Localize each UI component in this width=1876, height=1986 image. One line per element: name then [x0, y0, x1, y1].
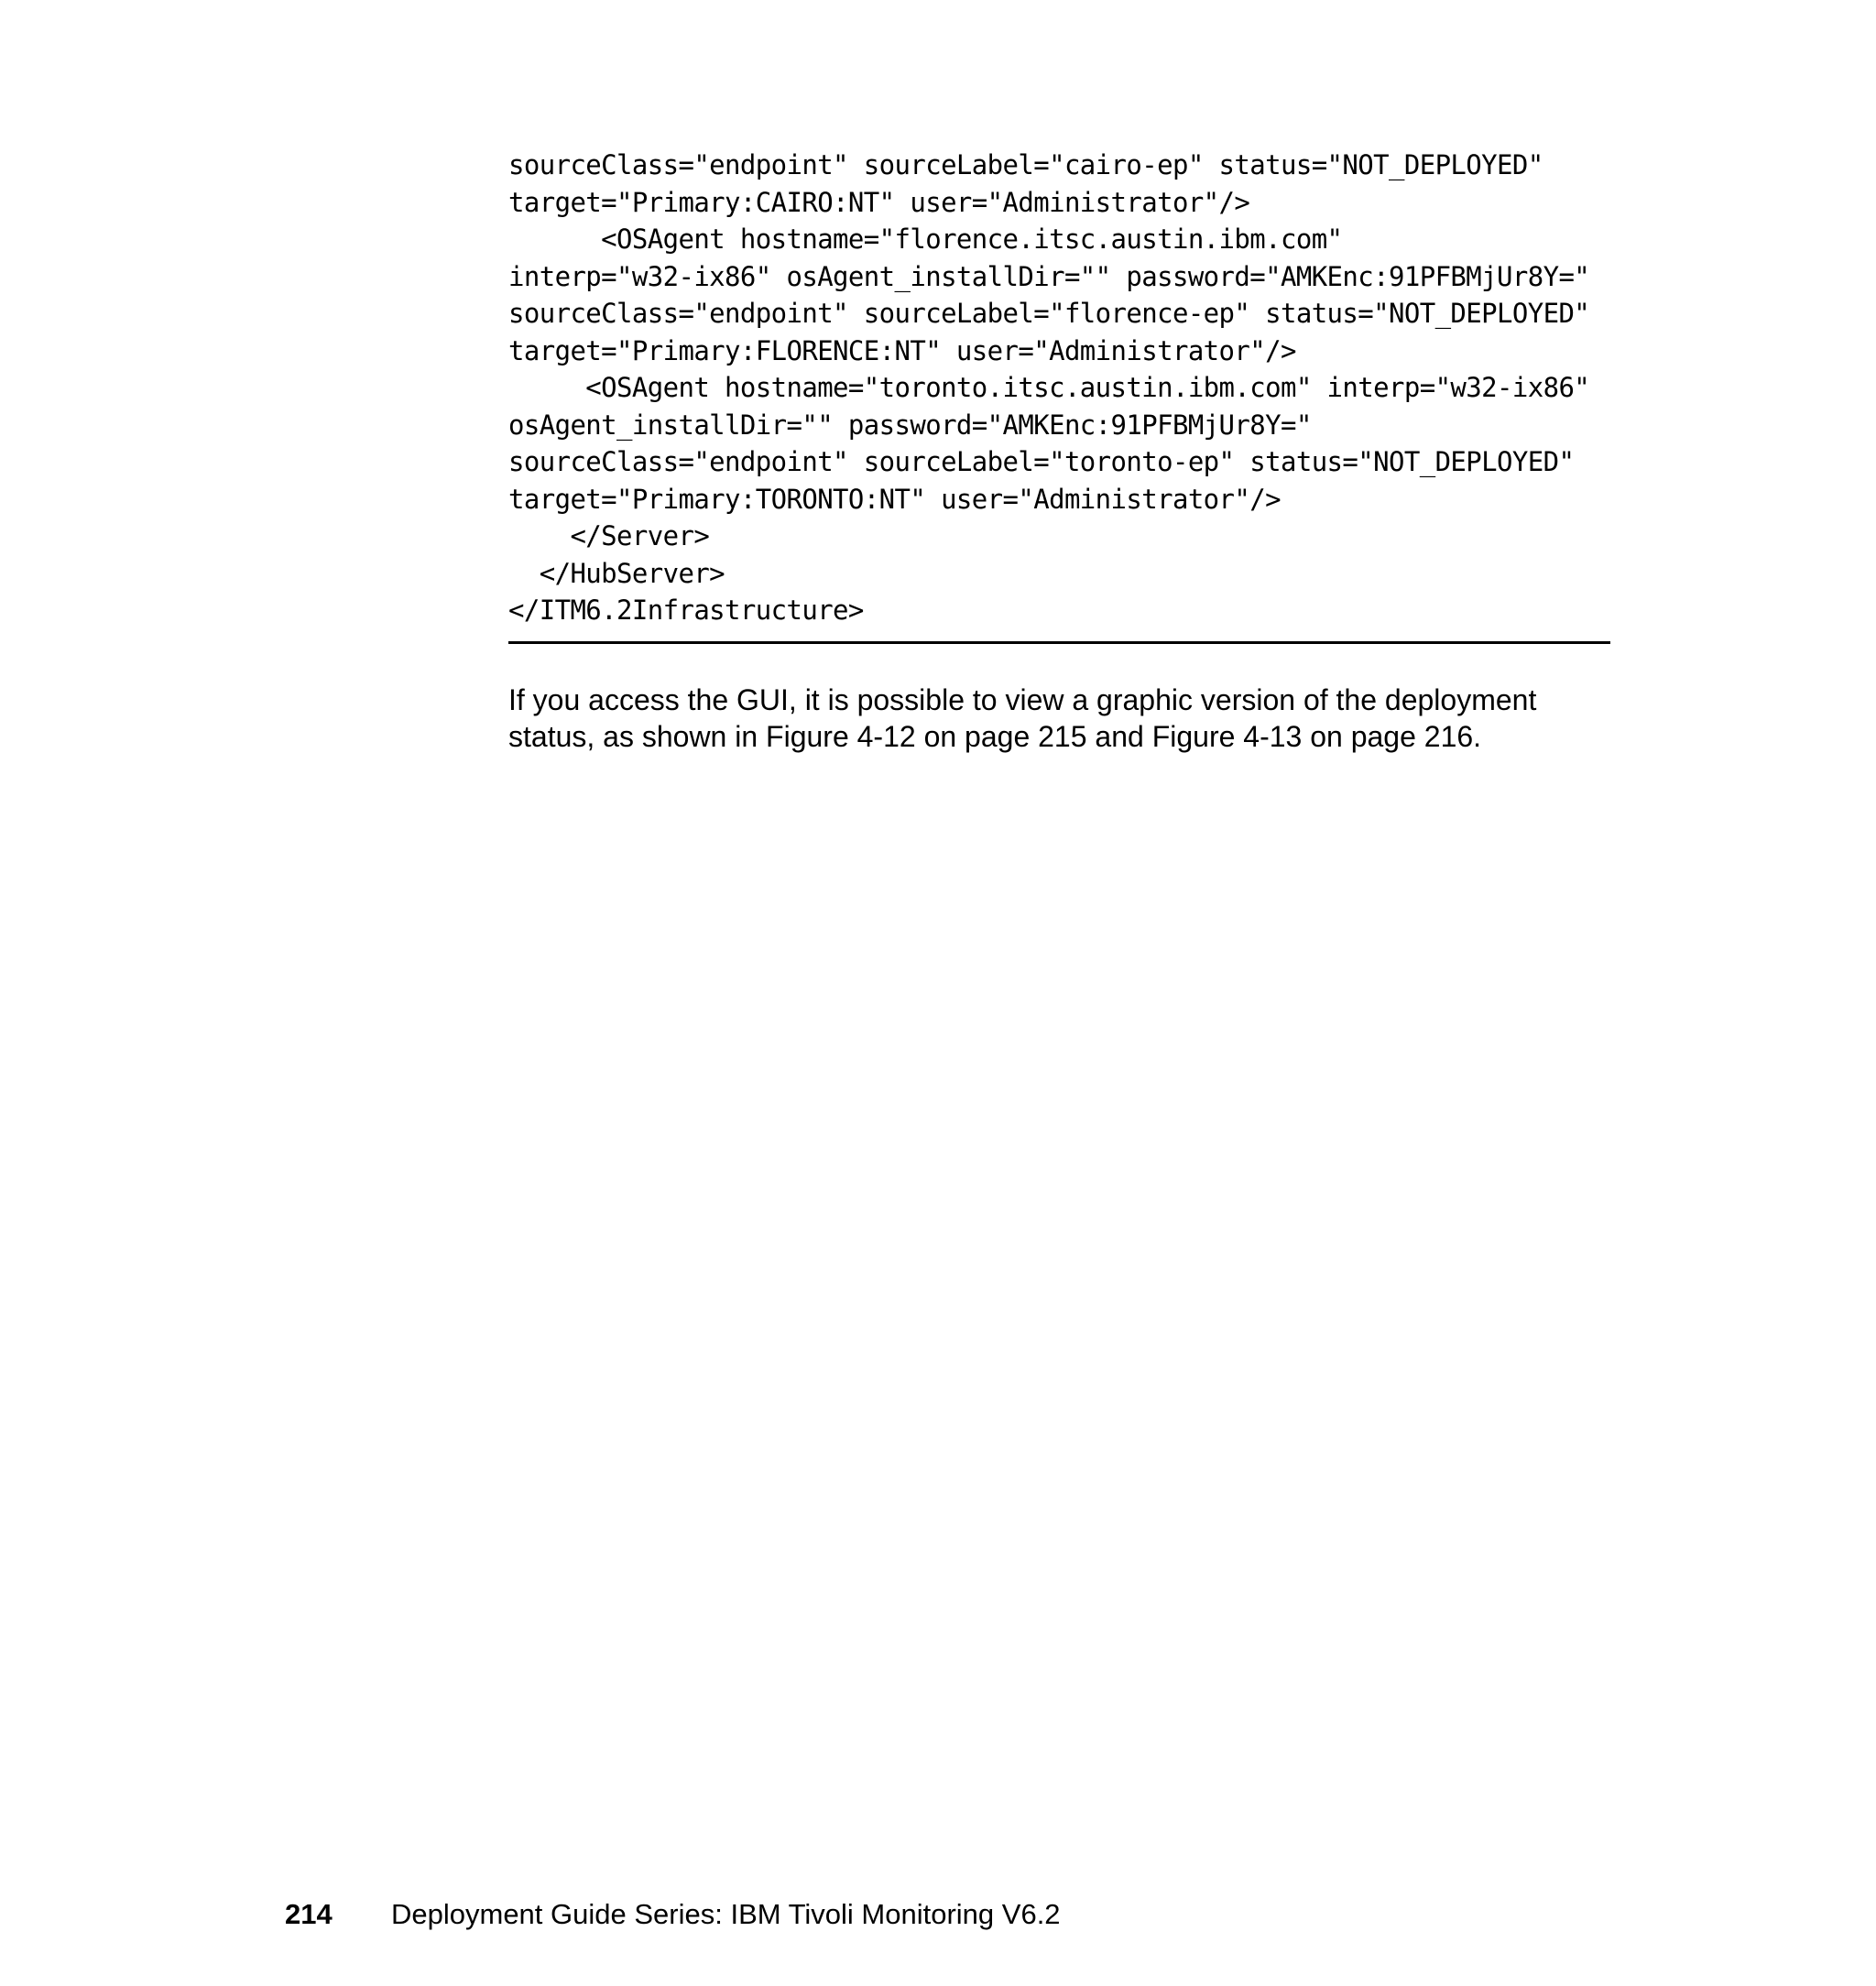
code-line: <OSAgent hostname="florence.itsc.austin.ibm.com": [508, 224, 1343, 255]
xml-code-listing: [508, 147, 1608, 629]
code-line: target="Primary:FLORENCE:NT" user="Administrator"/>: [508, 334, 1296, 366]
code-line: <OSAgent hostname="toronto.itsc.austin.ibm.com" interp="w32-ix86": [508, 372, 1590, 403]
code-line: target="Primary:TORONTO:NT" user="Administrator"/>: [508, 483, 1281, 515]
code-line: </ITM6.2Infrastructure>: [508, 595, 864, 626]
page-number: 214: [285, 1898, 333, 1930]
code-line: sourceClass="endpoint" sourceLabel="toronto-ep" status="NOT_DEPLOYED": [508, 446, 1575, 477]
code-line: sourceClass="endpoint" sourceLabel="florence-ep" status="NOT_DEPLOYED": [508, 298, 1590, 329]
code-line: interp="w32-ix86" osAgent_installDir="" password="AMKEnc:91PFBMjUr8Y=": [508, 260, 1590, 292]
code-line: target="Primary:CAIRO:NT" user="Administrator"/>: [508, 186, 1250, 218]
code-line: </HubServer>: [508, 557, 725, 589]
page-footer: [285, 1896, 1061, 1933]
code-block-divider: [508, 641, 1610, 644]
book-title: Deployment Guide Series: IBM Tivoli Monitoring V6.2: [391, 1898, 1061, 1930]
code-line: sourceClass="endpoint" sourceLabel="cairo-ep" status="NOT_DEPLOYED": [508, 149, 1543, 180]
body-paragraph: If you access the GUI, it is possible to view a graphic version of the deployment status, as shown in Figure 4-12 on page 215 and Figure 4-13 on page 216.: [508, 683, 1537, 753]
code-line: osAgent_installDir="" password="AMKEnc:91PFBMjUr8Y=": [508, 409, 1312, 441]
code-line: </Server>: [508, 520, 710, 551]
